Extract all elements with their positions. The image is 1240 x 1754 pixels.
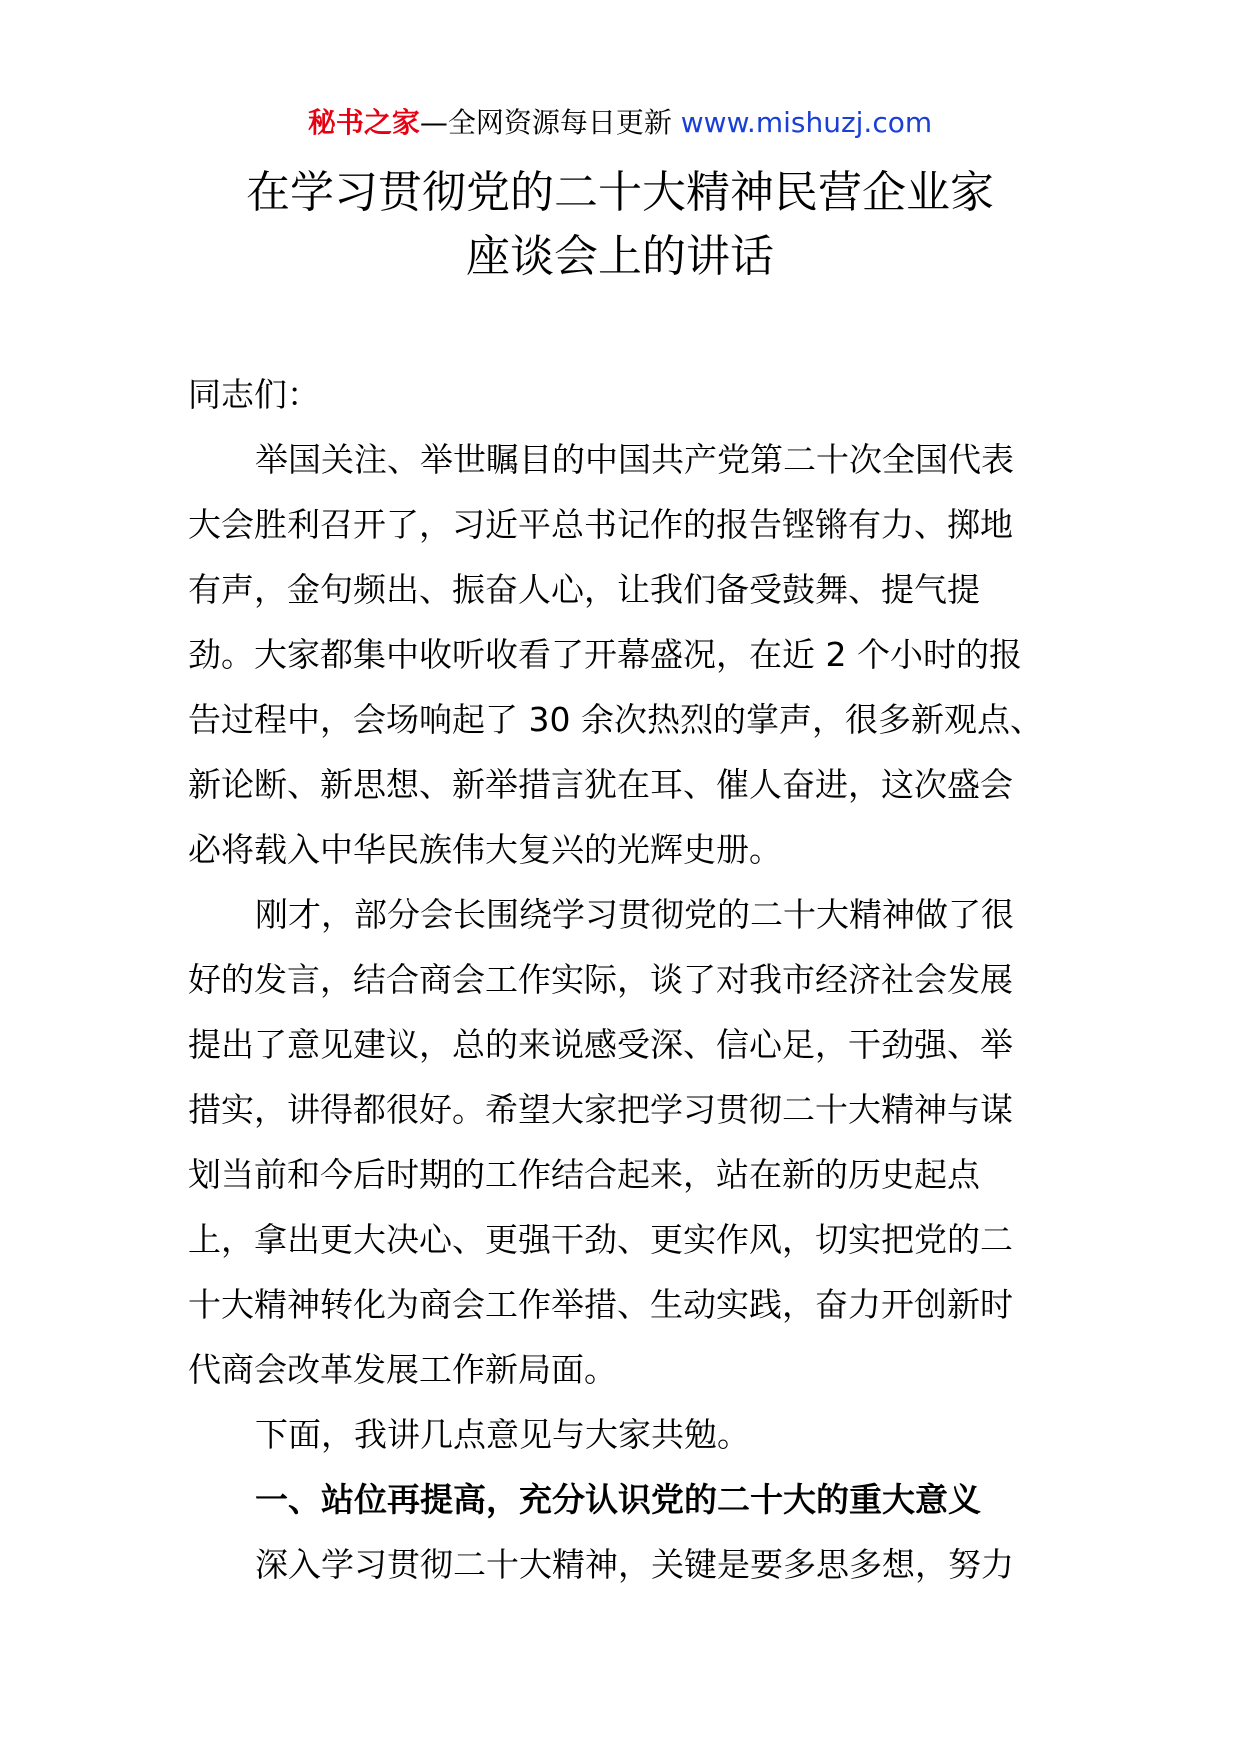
site-header (0, 103, 1240, 143)
document-title-line-1: 在学习贯彻党的二十大精神民营企业家 (246, 167, 994, 218)
body-line: 必将载入中华民族伟大复兴的光辉史册。 (188, 830, 782, 869)
body-line: 深入学习贯彻二十大精神，关键是要多思多想，努力 (255, 1545, 1014, 1584)
document-body (188, 362, 1058, 1597)
body-line: 十大精神转化为商会工作举措、生动实践，奋力开创新时 (188, 1285, 1013, 1324)
site-url[interactable]: www.mishuzj.com (680, 106, 933, 139)
body-line: 有声，金句频出、振奋人心，让我们备受鼓舞、提气提 (188, 570, 980, 609)
site-tagline: —全网资源每日更新 (419, 106, 681, 139)
body-line: 提出了意见建议，总的来说感受深、信心足，干劲强、举 (188, 1025, 1013, 1064)
section-heading: 一、站位再提高，充分认识党的二十大的重大意义 (255, 1480, 981, 1519)
body-line: 劲。大家都集中收听收看了开幕盛况，在近 2 个小时的报 (188, 635, 1022, 674)
body-line: 告过程中，会场响起了 30 余次热烈的掌声，很多新观点、 (188, 700, 1043, 739)
body-line: 下面，我讲几点意见与大家共勉。 (255, 1415, 750, 1454)
body-line: 好的发言，结合商会工作实际，谈了对我市经济社会发展 (188, 960, 1013, 999)
body-line: 大会胜利召开了，习近平总书记作的报告铿锵有力、掷地 (188, 505, 1013, 544)
body-line: 代商会改革发展工作新局面。 (188, 1350, 617, 1389)
body-line: 举国关注、举世瞩目的中国共产党第二十次全国代表 (255, 440, 1014, 479)
body-line: 措实，讲得都很好。希望大家把学习贯彻二十大精神与谋 (188, 1090, 1013, 1129)
body-line: 上，拿出更大决心、更强干劲、更实作风，切实把党的二 (188, 1220, 1013, 1259)
site-brand: 秘书之家 (307, 106, 420, 139)
salutation: 同志们： (188, 375, 320, 414)
body-line: 新论断、新思想、新举措言犹在耳、催人奋进，这次盛会 (188, 765, 1013, 804)
body-line: 划当前和今后时期的工作结合起来，站在新的历史起点 (188, 1155, 980, 1194)
document-title-line-2: 座谈会上的讲话 (466, 231, 774, 282)
body-line: 刚才，部分会长围绕学习贯彻党的二十大精神做了很 (255, 895, 1014, 934)
